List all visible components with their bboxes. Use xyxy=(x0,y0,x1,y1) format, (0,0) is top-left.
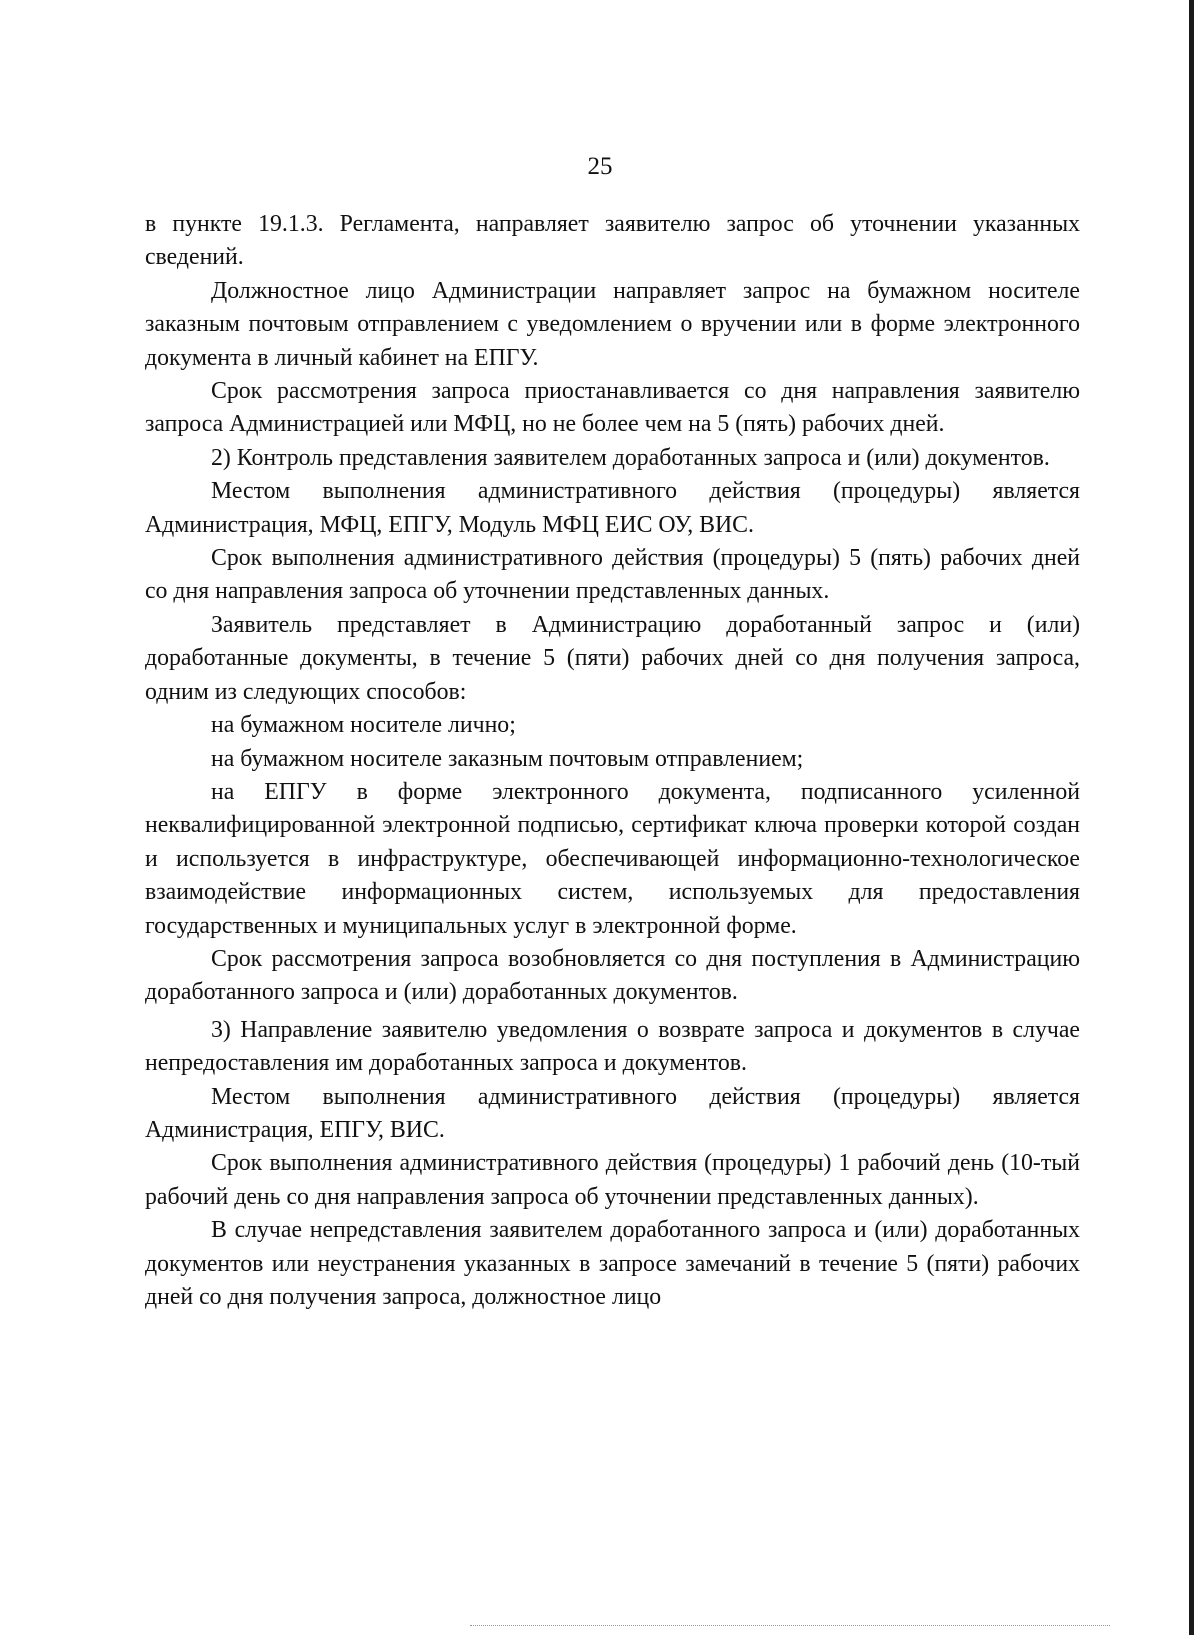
paragraph: Должностное лицо Администрации направляет запрос на бумажном носителе заказным почтовым отправлением с уведомлением о вручении или в форме электронного документа в личный кабинет на ЕПГУ. xyxy=(145,277,1080,371)
paragraph: в пункте 19.1.3. Регламента, направляет заявителю запрос об уточнении указанных сведений. xyxy=(145,211,1080,271)
paragraph: 2) Контроль представления заявителем доработанных запроса и (или) документов. xyxy=(211,444,1050,471)
paragraph: В случае непредставления заявителем доработанного запроса и (или) доработанных документов или неустранения указанных в запросе замечаний в течение 5 (пяти) рабочих дней со дня получения запроса, должностное лицо xyxy=(145,1217,1080,1310)
scan-edge-border xyxy=(1189,0,1194,1635)
paragraph: Срок рассмотрения запроса приостанавливается со дня направления заявителю запроса Администрацией или МФЦ, но не более чем на 5 (пять) рабочих дней. xyxy=(145,378,1080,438)
paragraph: на ЕПГУ в форме электронного документа, подписанного усиленной неквалифицированной электронной подписью, сертификат ключа проверки которой создан и используется в инфраструктуре, обеспечивающей информационно-технологическое взаимодействие информационных систем, используемых для предоставления государственных и муниципальных услуг в электронной форме. xyxy=(145,778,1080,939)
paragraph: на бумажном носителе заказным почтовым отправлением; xyxy=(211,745,804,772)
document-body xyxy=(145,208,1080,1314)
paragraph: 3) Направление заявителю уведомления о возврате запроса и документов в случае непредоставления им доработанных запроса и документов. xyxy=(145,1016,1080,1077)
paragraph: Заявитель представляет в Администрацию доработанный запрос и (или) доработанные документы, в течение 5 (пяти) рабочих дней со дня получения запроса, одним из следующих способов: xyxy=(145,611,1080,705)
paragraph: Местом выполнения административного действия (процедуры) является Администрация, ЕПГУ, ВИС. xyxy=(145,1083,1080,1143)
page-number: 25 xyxy=(587,153,613,180)
paragraph: Срок выполнения административного действия (процедуры) 1 рабочий день (10-тый рабочий день со дня направления запроса об уточнении представленных данных). xyxy=(145,1150,1080,1210)
paragraph: на бумажном носителе лично; xyxy=(211,712,516,739)
paragraph: Срок выполнения административного действия (процедуры) 5 (пять) рабочих дней со дня направления запроса об уточнении представленных данных. xyxy=(145,545,1080,605)
scan-artifact-line xyxy=(470,1625,1110,1626)
paragraph: Срок рассмотрения запроса возобновляется со дня поступления в Администрацию доработанного запроса и (или) доработанных документов. xyxy=(145,945,1080,1006)
paragraph: Местом выполнения административного действия (процедуры) является Администрация, МФЦ, ЕПГУ, Модуль МФЦ ЕИС ОУ, ВИС. xyxy=(145,478,1080,538)
